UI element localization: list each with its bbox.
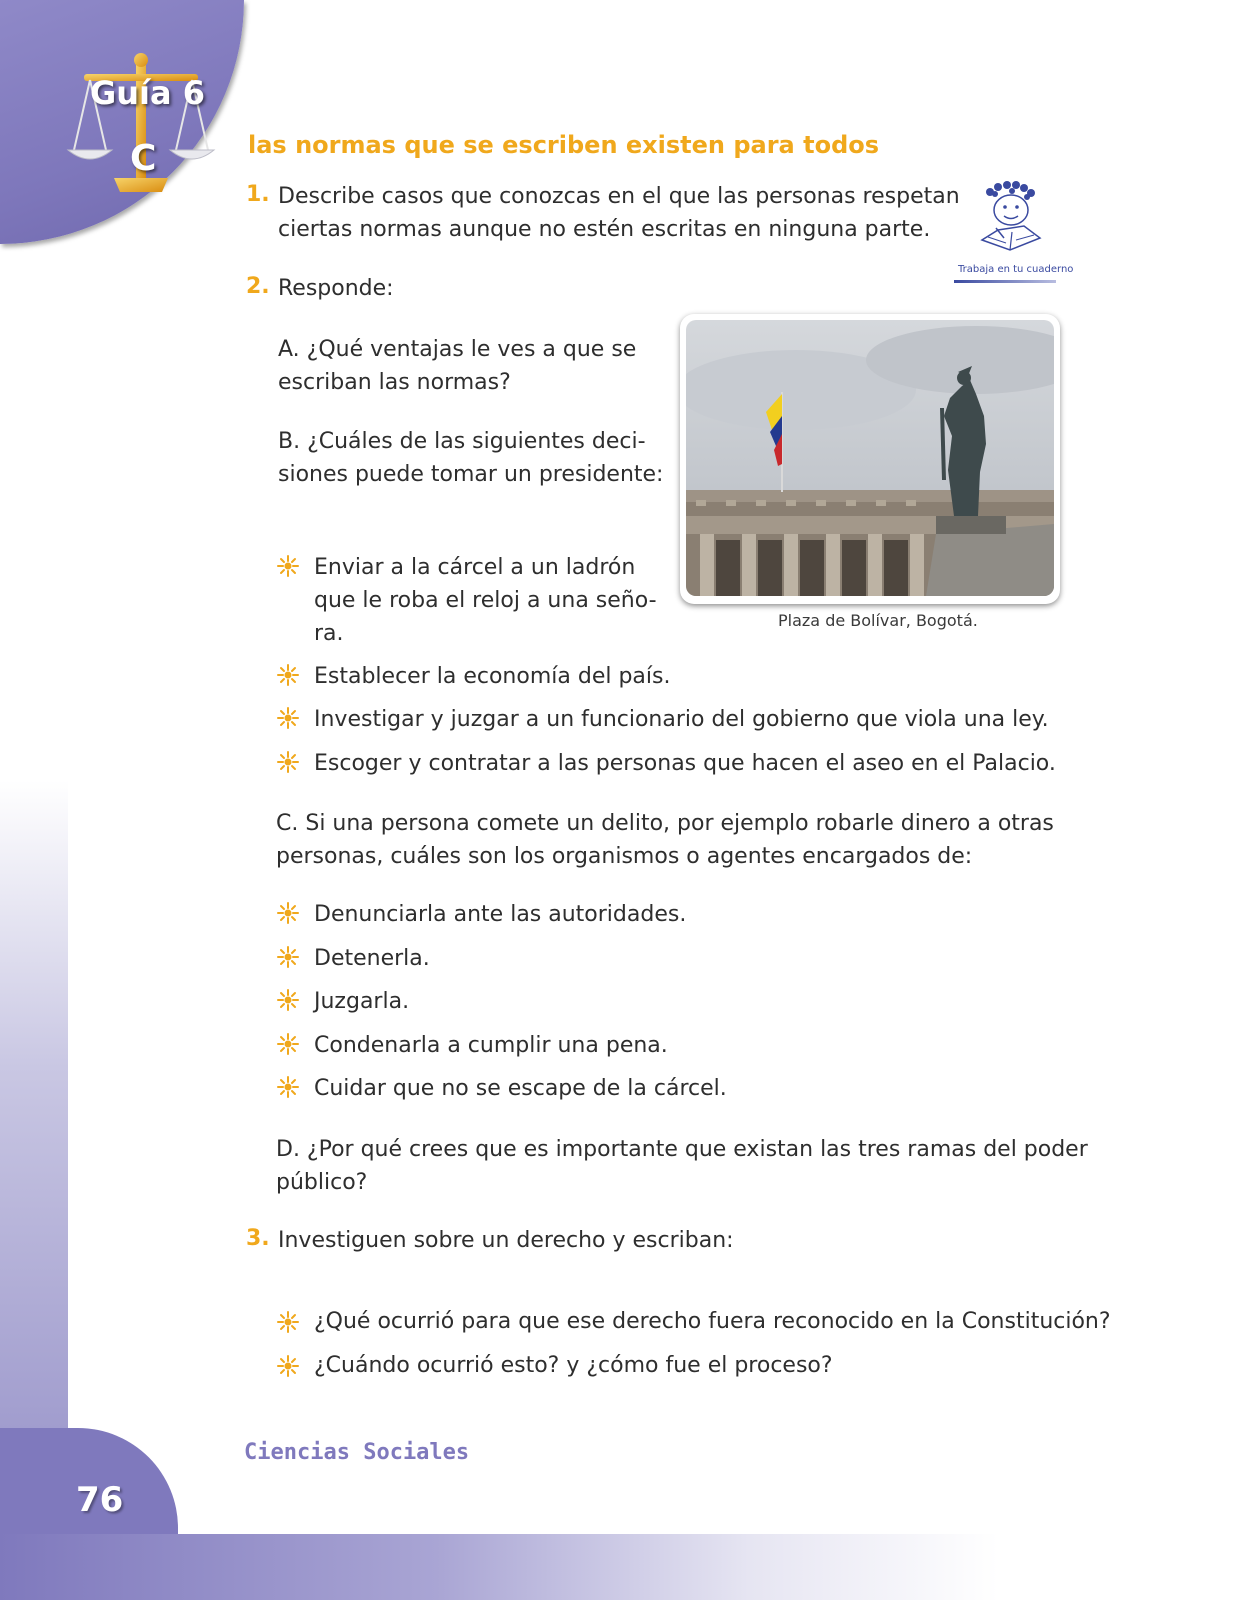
list-item-2b-3: Investigar y juzgar a un funcionario del gobierno que viola una ley.	[314, 707, 1049, 732]
guide-letter: C	[130, 138, 157, 179]
question-2a-line-1: A. ¿Qué ventajas le ves a que se	[278, 337, 637, 362]
question-2b-line-1: B. ¿Cuáles de las siguientes deci-	[278, 429, 646, 454]
sun-bullet-icon	[277, 1311, 299, 1333]
question-2d-line-1: D. ¿Por qué crees que es importante que existan las tres ramas del poder	[276, 1137, 1088, 1162]
question-1-line-1: Describe casos que conozcas en el que las personas respetan	[278, 184, 960, 209]
list-item-2b-2: Establecer la economía del país.	[314, 664, 671, 689]
footer-subject: Ciencias Sociales	[244, 1440, 470, 1465]
question-2c-line-1: C. Si una persona comete un delito, por ejemplo robarle dinero a otras	[276, 811, 1054, 836]
question-2c-line-2: personas, cuáles son los organismos o agentes encargados de:	[276, 844, 973, 869]
sun-bullet-icon	[277, 946, 299, 968]
list-item-2b-1-line-2: que le roba el reloj a una seño-	[314, 588, 657, 613]
list-item-3-2: ¿Cuándo ocurrió esto? y ¿cómo fue el proceso?	[314, 1353, 833, 1378]
page-number: 76	[76, 1480, 124, 1520]
sun-bullet-icon	[277, 1033, 299, 1055]
sun-bullet-icon	[277, 1076, 299, 1098]
list-item-2b-1-line-1: Enviar a la cárcel a un ladrón	[314, 555, 636, 580]
plaza-bolivar-photo	[686, 320, 1054, 596]
photo-caption: Plaza de Bolívar, Bogotá.	[778, 611, 978, 630]
question-2-number: 2.	[246, 274, 270, 299]
question-2-text: Responde:	[278, 276, 394, 301]
bottom-decorative-band	[0, 1534, 1248, 1600]
sun-bullet-icon	[277, 751, 299, 773]
list-item-3-1: ¿Qué ocurrió para que ese derecho fuera reconocido en la Constitución?	[314, 1309, 1111, 1334]
question-2d-line-2: público?	[276, 1170, 368, 1195]
list-item-2c-4: Condenarla a cumplir una pena.	[314, 1033, 668, 1058]
question-2a-line-2: escriban las normas?	[278, 370, 511, 395]
sun-bullet-icon	[277, 707, 299, 729]
section-title: las normas que se escriben existen para todos	[248, 131, 880, 159]
list-item-2c-5: Cuidar que no se escape de la cárcel.	[314, 1076, 727, 1101]
sun-bullet-icon	[277, 664, 299, 686]
list-item-2b-1-line-3: ra.	[314, 621, 344, 646]
sun-bullet-icon	[277, 555, 299, 577]
question-3-text: Investiguen sobre un derecho y escriban:	[278, 1228, 734, 1253]
list-item-2c-1: Denunciarla ante las autoridades.	[314, 902, 687, 927]
question-2b-line-2: siones puede tomar un presidente:	[278, 462, 664, 487]
sun-bullet-icon	[277, 1355, 299, 1377]
notebook-divider	[954, 280, 1056, 283]
notebook-caption: Trabaja en tu cuaderno	[958, 264, 1074, 275]
list-item-2c-3: Juzgarla.	[314, 989, 410, 1014]
question-1-line-2: ciertas normas aunque no estén escritas en ninguna parte.	[278, 217, 931, 242]
sun-bullet-icon	[277, 902, 299, 924]
question-1-number: 1.	[246, 182, 270, 207]
notebook-child-icon	[976, 180, 1046, 258]
question-3-number: 3.	[246, 1226, 270, 1251]
sun-bullet-icon	[277, 989, 299, 1011]
guide-label: Guía 6	[90, 74, 206, 112]
list-item-2b-4: Escoger y contratar a las personas que hacen el aseo en el Palacio.	[314, 751, 1056, 776]
list-item-2c-2: Detenerla.	[314, 946, 430, 971]
